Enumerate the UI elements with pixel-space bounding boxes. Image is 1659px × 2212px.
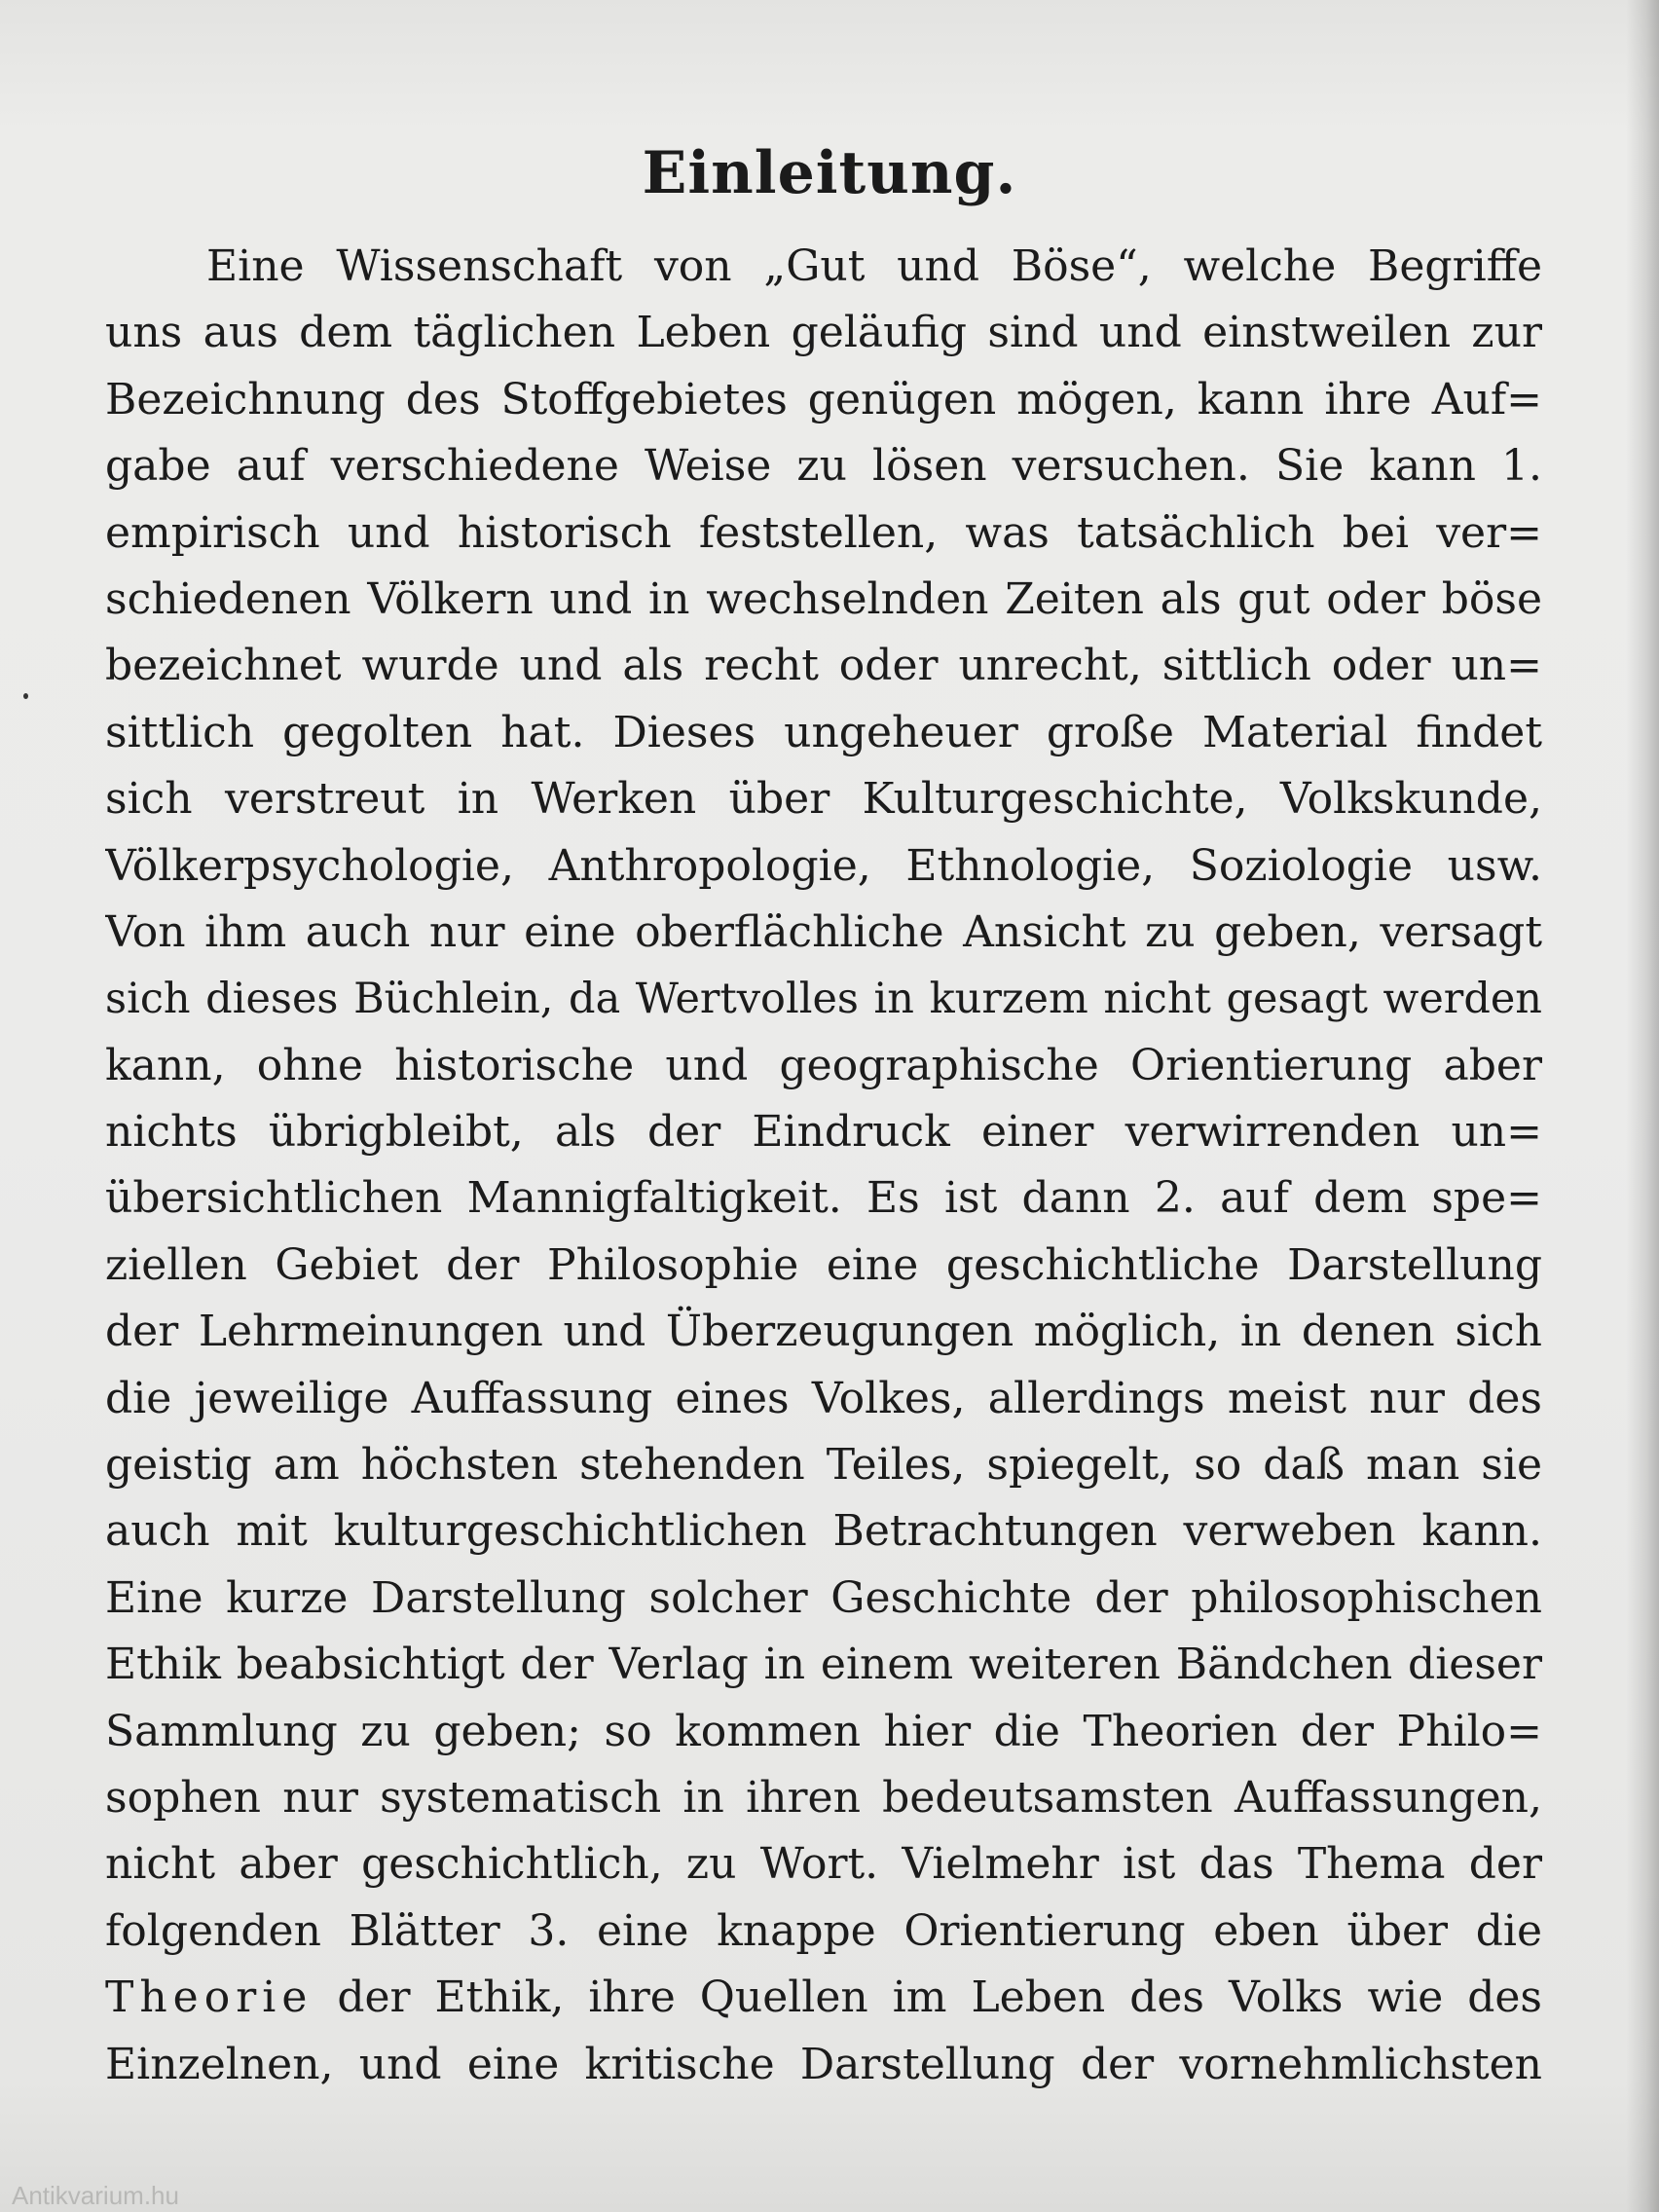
text-line: sich verstreut in Werken über Kulturgeschichte, Volkskunde,	[105, 774, 1542, 825]
text-line: sich dieses Büchlein, da Wertvolles in kurzem nicht gesagt werden	[105, 975, 1542, 1024]
text-line: bezeichnet wurde und als recht oder unrecht, sittlich oder un=	[105, 641, 1542, 691]
text-line: kann, ohne historische und geographische Orientierung aber	[105, 1040, 1542, 1090]
text-line: schiedenen Völkern und in wechselnden Zeiten als gut oder böse	[105, 573, 1542, 624]
bleed-through-text: Antikvarium.hu	[12, 2181, 179, 2210]
text-line: gabe auf verschiedene Weise zu lösen versuchen. Sie kann 1.	[105, 441, 1542, 492]
text-line: der Lehrmeinungen und Überzeugungen möglich, in denen sich	[105, 1307, 1542, 1357]
text-line: die jeweilige Auffassung eines Volkes, allerdings meist nur des	[105, 1373, 1542, 1423]
text-line: empirisch und historisch feststellen, was tatsächlich bei ver=	[105, 507, 1542, 558]
text-line-spaced: Theorie der Ethik, ihre Quellen im Leben des Volks wie des	[105, 1972, 1542, 2023]
text-line: Völkerpsychologie, Anthropologie, Ethnologie, Soziologie usw.	[105, 840, 1542, 891]
text-line: ziellen Gebiet der Philosophie eine geschichtliche Darstellung	[105, 1239, 1542, 1290]
ink-speck	[23, 693, 28, 699]
spaced-emphasis: Theorie	[105, 1972, 313, 2023]
text-line: sophen nur systematisch in ihren bedeutsamsten Auffassungen,	[105, 1772, 1542, 1823]
text-line: Ethik beabsichtigt der Verlag in einem weiteren Bändchen dieser	[105, 1640, 1542, 1690]
body-text	[105, 234, 1542, 2098]
text-line: sittlich gegolten hat. Dieses ungeheuer große Material findet	[105, 707, 1542, 757]
text-line: Von ihm auch nur eine oberflächliche Ansicht zu geben, versagt	[105, 906, 1542, 957]
text-line: Einzelnen, und eine kritische Darstellung der vornehmlichsten	[105, 2039, 1542, 2089]
text-line: nicht aber geschichtlich, zu Wort. Vielmehr ist das Thema der	[105, 1839, 1542, 1890]
text-line: Sammlung zu geben; so kommen hier die Theorien der Philo=	[105, 1706, 1542, 1756]
text-line: übersichtlichen Mannigfaltigkeit. Es ist dann 2. auf dem spe=	[105, 1173, 1542, 1224]
text-line: Eine Wissenschaft von „Gut und Böse“, welche Begriffe	[206, 241, 1542, 291]
text-line: auch mit kulturgeschichtlichen Betrachtungen verweben kann.	[105, 1506, 1542, 1557]
page-gutter-shadow	[1626, 0, 1659, 2212]
chapter-heading: Einleitung.	[642, 139, 1017, 207]
text-line: nichts übrigbleibt, als der Eindruck einer verwirrenden un=	[105, 1107, 1542, 1158]
text-line: Eine kurze Darstellung solcher Geschichte der philosophischen	[105, 1572, 1542, 1623]
text-line: Bezeichnung des Stoffgebietes genügen mögen, kann ihre Auf=	[105, 374, 1542, 424]
text-line: uns aus dem täglichen Leben geläufig sind und einstweilen zur	[105, 308, 1542, 358]
text-line: folgenden Blätter 3. eine knappe Orientierung eben über die	[105, 1905, 1542, 1956]
text-line: geistig am höchsten stehenden Teiles, spiegelt, so daß man sie	[105, 1440, 1542, 1491]
